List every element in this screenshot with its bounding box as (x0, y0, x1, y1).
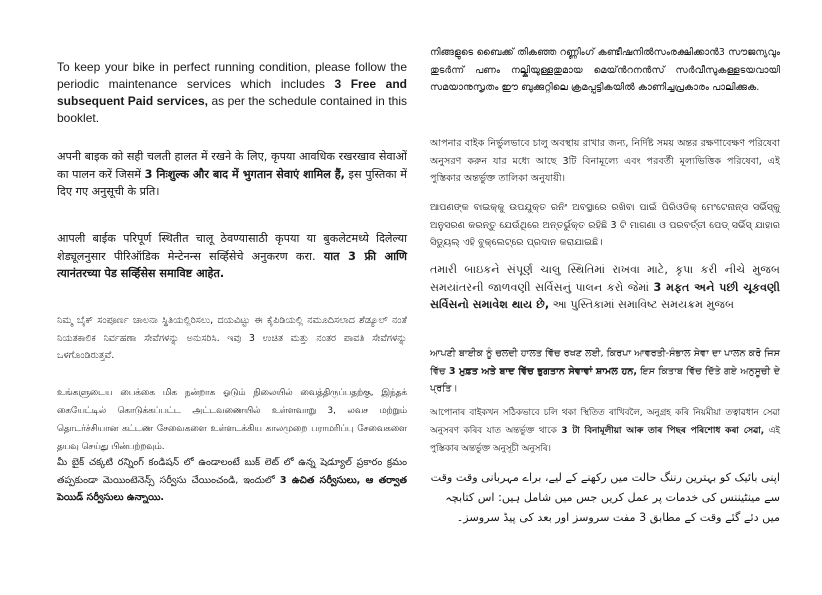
paragraph-assamese: আপোনাৰ বাইকখন সঠিকভাবে চলি থকা স্থিতিত ৰাখিবলৈ, অনুগ্ৰহ কৰি নিয়মীয়া তত্বাৱধান সেৱা অনুসৰণ কৰিব যাত অন্তৰ্ভুক্ত থাকে 3 টা বিনামূলীয়া আৰু তাৰ পিছৰ পৰিশোধ কৰা সেৱা, এই পুস্তিকাৰ অন্তৰ্ভুক্ত অনুসূচী অনুসৰি। (430, 408, 780, 454)
paragraph-odia: ଆପଣଙ୍କ ବାଇକ୍କୁ ଉପଯୁକ୍ତ ରନିଂ ଅବସ୍ଥାରେ ରଖିବା ପାଇଁ ପିରିଓଡିକ୍ ମେଂଟେନାନ୍ସ ସର୍ଭିସ୍କୁ ଅନୁସରଣ କରନ୍ତୁ ଯେଉଁଥିରେ ଅନ୍ତର୍ଭୁକ୍ତ ରହିଛି 3 ଟି ମାଗଣା ଓ ପରବର୍ତ୍ତୀ ପେଡ୍ ସର୍ଭିସ୍ ଯାହାର ସିଡ୍ୟୁଲ୍ ଏହି ବୁକ୍ଲେଟ୍ରେ ପ୍ରଦାନ କରାଯାଇଛି। (430, 202, 780, 248)
paragraph-bengali: আপনার বাইক নির্ভুলভাবে চালু অবস্থায় রাখার জন্য, নির্দিষ্ট সময় অন্তর রক্ষণাবেক্ষণ পরিষেবা অনুসরণ করুন যার মধ্যে আছে 3টি বিনামূল্যে এবং পরবর্তী মূল্যভিত্তিক পরিষেবা, এই পুস্তিকার অন্তর্ভুক্ত তালিকা অনুযায়ী। (430, 138, 780, 184)
paragraph-kannada: ನಿಮ್ಮ ಬೈಕ್ ಸಂಪೂರ್ಣ ಚಾಲನಾ ಸ್ಥಿತಿಯಲ್ಲಿರಿಸಲು, ದಯವಿಟ್ಟು ಈ ಕೈಪಿಡಿಯಲ್ಲಿ ನಮೂದಿಸಲಾದ ಶೆಡ್ಯೂಲ್ ನಂತೆ ನಿಯತಕಾಲಿಕ ನಿರ್ವಹಣಾ ಸೇವೆಗಳನ್ನು ಅನುಸರಿಸಿ. ಇವು 3 ಉಚಿತ ಮತ್ತು ನಂತರ ಪಾವತಿ ಸೇವೆಗಳನ್ನು ಒಳಗೊಂಡಿರುತ್ತವೆ. (57, 315, 407, 361)
paragraph-tamil: உங்களுடைய பைக்கை மிக நன்றாக ஓடும் நிலையில் வைத்திருப்பதற்கு, இந்தக் கையேட்டில் கொடுக்கப்பட்ட அட்டவணையில் உள்ளவாறு 3, லவச மற்றும் தொடர்ச்சியான கட்டண சேவைகளை உள்ளடக்கிய காலமுறை பராமரிப்பு சேவைகளை தயவு செய்து பின்பற்றவும். (57, 388, 407, 452)
paragraph-punjabi: ਆਪਣੀ ਬਾਈਕ ਨੂੰ ਚਲਦੀ ਹਾਲਤ ਵਿੱਚ ਰਖਣ ਲਈ, ਕਿਰਪਾ ਆਵਰਤੀ-ਸੰਭਾਲ ਸੇਵਾ ਦਾ ਪਾਲਨ ਕਰੋ ਜਿਸ ਵਿੱਚ 3 ਮੁਫ਼ਤ ਅਤੇ ਬਾਦ ਵਿੱਚ ਭੁਗਤਾਨ ਸੇਵਾਵਾਂ ਸ਼ਾਮਲ ਹਨ, ਇਸ ਕਿਤਾਬ ਵਿੱਚ ਦਿੱਤੇ ਗਏ ਅਨੁਸੂਚੀ ਦੇ ਪ੍ਰਤਿ। (430, 348, 780, 394)
paragraph-english: To keep your bike in perfect running condition, please follow the periodic maintenance services which includes 3 Free and subsequent Paid services, as per the schedule contained in this booklet. (57, 60, 408, 125)
paragraph-marathi: आपली बाईक परिपूर्ण स्थितीत चालू ठेवण्यासाठी कृपया या बुकलेटमध्ये दिलेल्या शेड्यूलनुसार पीरिऑडिक मेन्टेनन्स सर्व्हिसेचे अनुकरण करा. यात 3 फ्री आणि त्यानंतरच्या पेड सर्व्हिसेस समाविष्ट आहेत. (57, 232, 407, 280)
paragraph-telugu: మీ బైక్ చక్కటి రన్నింగ్ కండిషన్ లో ఉండాలంటే బుక్ లెట్ లో ఉన్న షెడ్యూల్ ప్రకారం క్రమం తప్పకుండా మెయింటెనెన్స్ సర్వీసు చేయించండి, ఇందులో 3 ఉచిత సర్వీసులు, ఆ తర్వాత పెయిడ్ సర్వీసులు ఉన్నాయి. (57, 457, 407, 503)
paragraph-hindi: अपनी बाइक को सही चलती हालत में रखने के लिए, कृपया आवधिक रखरखाव सेवाओं का पालन करें जिसमें 3 निःशुल्क और बाद में भुगतान सेवाएं शामिल हैं, इस पुस्तिका में दिए गए अनुसूची के प्रति। (57, 150, 407, 198)
paragraph-urdu: اپنی بائیک کو بہترین رننگ حالت میں رکھنے کے لیے، براے مہربانی وقت وقت سے مینٹیننس کی خدمات پر عمل کریں جس میں شامل ہیں: اس کتابچہ میں دئے گئے وقت کے مطابق 3 مفت سروسز اور بعد کی پیڈ سروسز۔ (430, 471, 780, 524)
paragraph-malayalam: നിങ്ങളുടെ ബൈക്ക് തികഞ്ഞ റണ്ണിംഗ് കണ്ടീഷനിൽസംരക്ഷിക്കാൻ3 സൗജന്യവും തുടർന്ന് പണം നല്കിയുള്ളതുമായ മെയ്ൻറനൻസ് സർവീസുകള്ളടയവായി സമയാനുസൃതം ഈ ബുക്കുറ്റിലെ ക്രമപ്പട്ടികയിൽ കാണിച്ചപ്രകാരം പാലിക്കുക. (430, 47, 780, 93)
paragraph-gujarati: તમારી બાઇકને સંપૂર્ણ ચાલુ સ્થિતિમાં રાખવા માટે, કૃપા કરી નીચે મુજબ સમયાંતરની જાળવણી સર્વિસનું પાલન કરો જેમાં 3 મફત અને પછી ચૂકવણી સર્વિસનો સમાવેશ થાય છે, આ પુસ્તિકામાં સમાવિષ્ટ સમયક્રમ મુજબ (430, 263, 781, 311)
